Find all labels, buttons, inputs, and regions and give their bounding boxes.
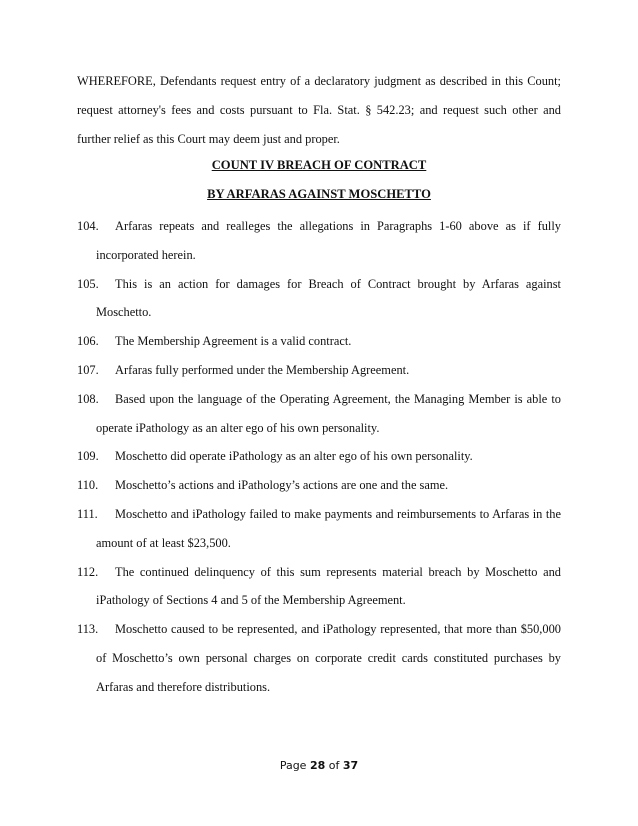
paragraph-number: 105. bbox=[77, 276, 99, 291]
page-total: 37 bbox=[342, 759, 359, 772]
page-current: 28 bbox=[309, 759, 326, 772]
paragraph-text: Based upon the language of the Operating Agreement, the Managing Member is able to operate iPathology as an alter ego of his own personality. bbox=[96, 391, 561, 435]
paragraph-113 bbox=[77, 615, 561, 701]
paragraph-text: Moschetto did operate iPathology as an alter ego of his own personality. bbox=[115, 449, 473, 464]
paragraph-text: Arfaras fully performed under the Membership Agreement. bbox=[115, 362, 410, 377]
paragraph-110 bbox=[77, 471, 561, 500]
paragraph-text: Moschetto’s actions and iPathology’s actions are one and the same. bbox=[115, 478, 449, 493]
paragraph-number: 111. bbox=[77, 506, 98, 521]
page-footer bbox=[0, 759, 638, 773]
paragraph-number: 109. bbox=[77, 449, 99, 464]
paragraph-111 bbox=[77, 500, 561, 558]
page-label: Page bbox=[279, 759, 307, 772]
numbered-paragraphs bbox=[77, 212, 561, 702]
paragraph-108 bbox=[77, 385, 561, 443]
paragraph-text: Moschetto and iPathology failed to make payments and reimbursements to Arfaras in the amount of at least $23,500. bbox=[96, 506, 561, 550]
paragraph-text: The Membership Agreement is a valid contract. bbox=[115, 334, 352, 349]
paragraph-109 bbox=[77, 442, 561, 471]
paragraph-number: 108. bbox=[77, 391, 99, 406]
paragraph-text: Arfaras repeats and realleges the allegations in Paragraphs 1-60 above as if fully incorporated herein. bbox=[96, 219, 561, 262]
paragraph-number: 113. bbox=[77, 622, 99, 637]
paragraph-number: 112. bbox=[77, 564, 99, 579]
count-subheading: BY ARFARAS AGAINST MOSCHETTO bbox=[207, 187, 431, 201]
paragraph-number: 104. bbox=[77, 219, 99, 233]
paragraph-107 bbox=[77, 356, 561, 385]
paragraph-number: 106. bbox=[77, 334, 99, 349]
page-of-label: of bbox=[328, 759, 340, 772]
paragraph-105 bbox=[77, 270, 561, 328]
paragraph-number: 107. bbox=[77, 362, 99, 377]
paragraph-104 bbox=[77, 212, 561, 270]
wherefore-paragraph: WHEREFORE, Defendants request entry of a declaratory judgment as described in this Count; request attorney's fees and costs pursuant to Fla. Stat. § 542.23; and request such other and further relief as this Court may deem just and proper. bbox=[77, 74, 561, 146]
paragraph-text: This is an action for damages for Breach of Contract brought by Arfaras against Moschetto. bbox=[96, 276, 561, 320]
paragraph-text: Moschetto caused to be represented, and iPathology represented, that more than $50,000 of Moschetto’s own personal charges on corporate credit cards constituted purchases by Arfaras and therefore distributions. bbox=[96, 622, 561, 694]
count-heading: COUNT IV BREACH OF CONTRACT bbox=[211, 158, 427, 172]
paragraph-106 bbox=[77, 327, 561, 356]
paragraph-text: The continued delinquency of this sum represents material breach by Moschetto and iPathology of Sections 4 and 5 of the Membership Agreement. bbox=[96, 564, 561, 608]
paragraph-number: 110. bbox=[77, 478, 99, 493]
paragraph-112 bbox=[77, 558, 561, 616]
